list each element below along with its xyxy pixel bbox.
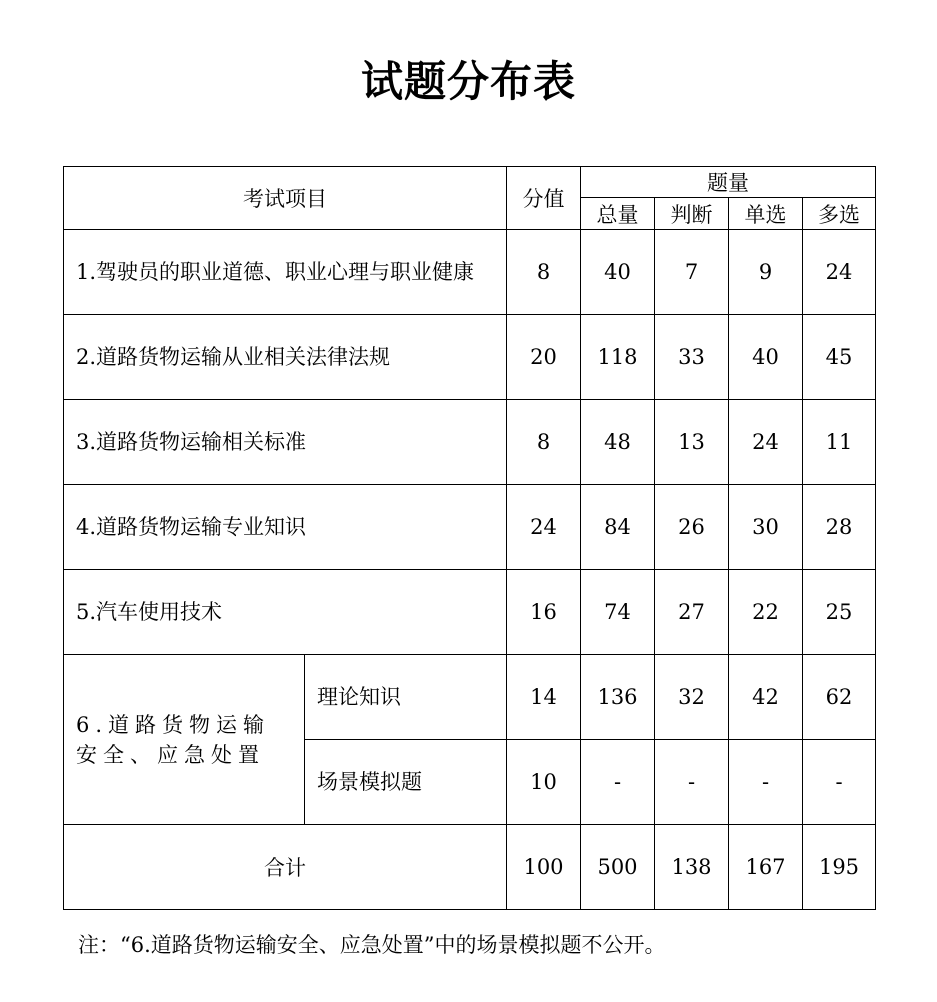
item-cell: 5.汽车使用技术 [64,570,507,655]
score-cell: 8 [507,230,581,315]
header-count-group: 题量 [581,167,876,198]
multi-cell: 25 [803,570,876,655]
table-row [64,315,876,400]
single-cell: 22 [729,570,803,655]
sum-label: 合计 [64,825,507,910]
header-judge: 判断 [655,198,729,230]
score-cell: 24 [507,485,581,570]
score-cell: 100 [507,825,581,910]
item-cell: 1.驾驶员的职业道德、职业心理与职业健康 [64,230,507,315]
header-single: 单选 [729,198,803,230]
subitem-cell: 场景模拟题 [305,740,507,825]
header-item: 考试项目 [64,167,507,230]
single-cell: 9 [729,230,803,315]
multi-cell: - [803,740,876,825]
multi-cell: 62 [803,655,876,740]
single-cell: 167 [729,825,803,910]
judge-cell: 138 [655,825,729,910]
table-row [64,655,876,740]
single-cell: 42 [729,655,803,740]
judge-cell: 32 [655,655,729,740]
total-cell: 500 [581,825,655,910]
header-total: 总量 [581,198,655,230]
total-cell: 136 [581,655,655,740]
multi-cell: 24 [803,230,876,315]
multi-cell: 195 [803,825,876,910]
multi-cell: 11 [803,400,876,485]
single-cell: 40 [729,315,803,400]
header-row [64,167,876,198]
total-cell: 48 [581,400,655,485]
table-row [64,400,876,485]
total-cell: 84 [581,485,655,570]
total-cell: 40 [581,230,655,315]
total-cell: 74 [581,570,655,655]
score-cell: 8 [507,400,581,485]
sum-row [64,825,876,910]
single-cell: 30 [729,485,803,570]
single-cell: 24 [729,400,803,485]
judge-cell: 27 [655,570,729,655]
footnote: 注：“6.道路货物运输安全、应急处置”中的场景模拟题不公开。 [78,933,666,957]
total-cell: 118 [581,315,655,400]
judge-cell: 33 [655,315,729,400]
judge-cell: 13 [655,400,729,485]
item-cell: 2.道路货物运输从业相关法律法规 [64,315,507,400]
header-multi: 多选 [803,198,876,230]
item-cell: 4.道路货物运输专业知识 [64,485,507,570]
score-cell: 10 [507,740,581,825]
judge-cell: 26 [655,485,729,570]
item-cell: 3.道路货物运输相关标准 [64,400,507,485]
score-cell: 14 [507,655,581,740]
header-score: 分值 [507,167,581,230]
page-title: 试题分布表 [360,57,576,106]
score-cell: 16 [507,570,581,655]
subitem-cell: 理论知识 [305,655,507,740]
distribution-table [63,166,876,910]
multi-cell: 28 [803,485,876,570]
judge-cell: - [655,740,729,825]
single-cell: - [729,740,803,825]
table-row [64,570,876,655]
table-row [64,485,876,570]
total-cell: - [581,740,655,825]
judge-cell: 7 [655,230,729,315]
section6-item-cell: 6.道路货物运输安全、应急处置 [64,655,305,825]
score-cell: 20 [507,315,581,400]
table-row [64,230,876,315]
multi-cell: 45 [803,315,876,400]
